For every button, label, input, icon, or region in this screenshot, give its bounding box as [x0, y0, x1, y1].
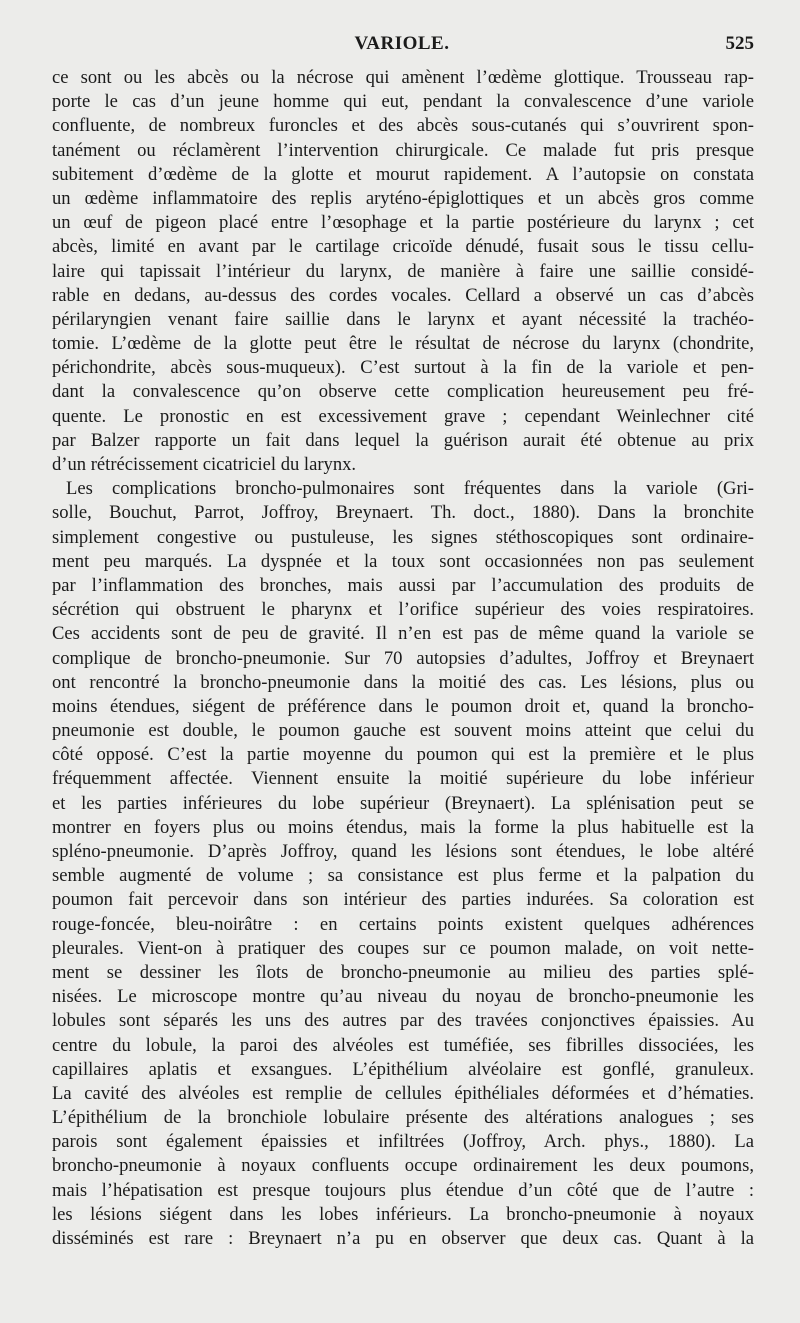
text-line: nisées. Le microscope montre qu’au niveau du noyau de broncho-pneumonie les: [52, 986, 754, 1008]
text-line: par l’inflammation des bronches, mais aussi par l’accumulation des produits de: [52, 574, 754, 596]
text-line: Ces accidents sont de peu de gravité. Il n’en est pas de même quand la variole se: [52, 623, 754, 645]
text-line: et les parties inférieures du lobe supérieur (Breynaert). La splénisation peut se: [52, 792, 754, 814]
running-header: [52, 33, 752, 61]
text-line: capillaires aplatis et exsangues. L’épithélium alvéolaire est gonflé, granuleux.: [52, 1058, 754, 1080]
text-line: sécrétion qui obstruent le pharynx et l’orifice supérieur des voies respiratoires.: [52, 599, 754, 621]
text-line: abcès, limité en avant par le cartilage cricoïde dénudé, fusait sous le tissu cellu-: [52, 236, 754, 258]
text-line: périchondrite, abcès sous-muqueux). C’est surtout à la fin de la variole et pen-: [52, 357, 754, 379]
text-line: quente. Le pronostic en est excessivement grave ; cependant Weinlechner cité: [52, 405, 754, 427]
text-line: un œuf de pigeon placé entre l’œsophage et la partie postérieure du larynx ; cet: [52, 212, 754, 234]
text-line: complique de broncho-pneumonie. Sur 70 autopsies d’adultes, Joffroy et Breynaert: [52, 647, 754, 669]
text-line: poumon fait percevoir dans son intérieur des parties indurées. Sa coloration est: [52, 889, 754, 911]
text-line: laire qui tapissait l’intérieur du larynx, de manière à faire une saillie considé-: [52, 260, 754, 282]
text-line: simplement congestive ou pustuleuse, les signes stéthoscopiques sont ordinaire-: [52, 526, 754, 548]
text-line: pneumonie est double, le poumon gauche est souvent moins atteint que celui du: [52, 720, 754, 742]
text-line: semble augmenté de volume ; sa consistance est plus ferme et la palpation du: [52, 865, 754, 887]
text-line: tomie. L’œdème de la glotte peut être le résultat de nécrose du larynx (chondrite,: [52, 333, 754, 355]
text-line: lobules sont séparés les uns des autres par des travées conjonctives épaissies. Au: [52, 1010, 754, 1032]
text-line: broncho-pneumonie à noyaux confluents occupe ordinairement les deux poumons,: [52, 1155, 754, 1177]
text-line: mais l’hépatisation est presque toujours plus étendue d’un côté que de l’autre :: [52, 1179, 754, 1201]
text-line: moins étendues, siégent de préférence dans le poumon droit et, quand la broncho-: [52, 695, 754, 717]
text-line: un œdème inflammatoire des replis aryténo-épiglottiques et un abcès gros comme: [52, 187, 754, 209]
text-line: pleurales. Vient-on à pratiquer des coupes sur ce poumon malade, on voit nette-: [52, 937, 754, 959]
text-line: La cavité des alvéoles est remplie de cellules épithéliales déformées et d’hématies.: [52, 1082, 754, 1104]
text-line: dant la convalescence qu’on observe cette complication heureusement peu fré-: [52, 381, 754, 403]
text-body: [52, 66, 754, 1251]
text-line: ment peu marqués. La dyspnée et la toux sont occasionnées non pas seulement: [52, 550, 754, 572]
text-line: fréquemment affectée. Viennent ensuite la moitié supérieure du lobe inférieur: [52, 768, 754, 790]
text-line: solle, Bouchut, Parrot, Joffroy, Breynaert. Th. doct., 1880). Dans la bronchite: [52, 502, 754, 524]
text-line: confluente, de nombreux furoncles et des abcès sous-cutanés qui s’ouvrirent spon-: [52, 115, 754, 137]
page-number: 525: [725, 33, 754, 54]
text-line: L’épithélium de la bronchiole lobulaire présente des altérations analogues ; ses: [52, 1107, 754, 1129]
text-line: ment se dessiner les îlots de broncho-pneumonie au milieu des parties splé-: [52, 961, 754, 983]
paragraph-start-line: Les complications broncho-pulmonaires sont fréquentes dans la variole (Gri-: [66, 478, 754, 500]
text-line: par Balzer rapporte un fait dans lequel la guérison aurait été obtenue au prix: [52, 429, 754, 451]
text-line: rouge-foncée, bleu-noirâtre : en certains points existent quelques adhérences: [52, 913, 754, 935]
text-line: les lésions siégent dans les lobes inférieurs. La broncho-pneumonie à noyaux: [52, 1203, 754, 1225]
text-line: spléno-pneumonie. D’après Joffroy, quand les lésions sont étendues, le lobe altéré: [52, 841, 754, 862]
text-line: subitement d’œdème de la glotte et mourut rapidement. A l’autopsie on constata: [52, 163, 754, 185]
text-line: rable en dedans, au-dessus des cordes vocales. Cellard a observé un cas d’abcès: [52, 284, 754, 306]
text-line: porte le cas d’un jeune homme qui eut, pendant la convalescence d’une variole: [52, 91, 754, 113]
running-title: VARIOLE.: [354, 33, 450, 54]
text-line: ce sont ou les abcès ou la nécrose qui amènent l’œdème glottique. Trousseau rap-: [52, 67, 754, 88]
text-line: centre du lobule, la paroi des alvéoles est tuméfiée, ses fibrilles dissociées, les: [52, 1034, 754, 1056]
paragraph-end-line: d’un rétrécissement cicatriciel du larynx.: [52, 454, 357, 475]
text-line: disséminés est rare : Breynaert n’a pu en observer que deux cas. Quant à la: [52, 1228, 754, 1249]
text-line: ont rencontré la broncho-pneumonie dans la moitié des cas. Les lésions, plus ou: [52, 671, 754, 693]
text-line: côté opposé. C’est la partie moyenne du poumon qui est la première et le plus: [52, 744, 754, 766]
text-line: montrer en foyers plus ou moins étendus, mais la forme la plus habituelle est la: [52, 816, 754, 838]
text-line: tanément ou réclamèrent l’intervention chirurgicale. Ce malade fut pris presque: [52, 139, 754, 161]
text-line: parois sont également épaissies et infiltrées (Joffroy, Arch. phys., 1880). La: [52, 1131, 754, 1153]
text-line: périlaryngien venant faire saillie dans le larynx et ayant nécessité la trachéo-: [52, 308, 754, 330]
